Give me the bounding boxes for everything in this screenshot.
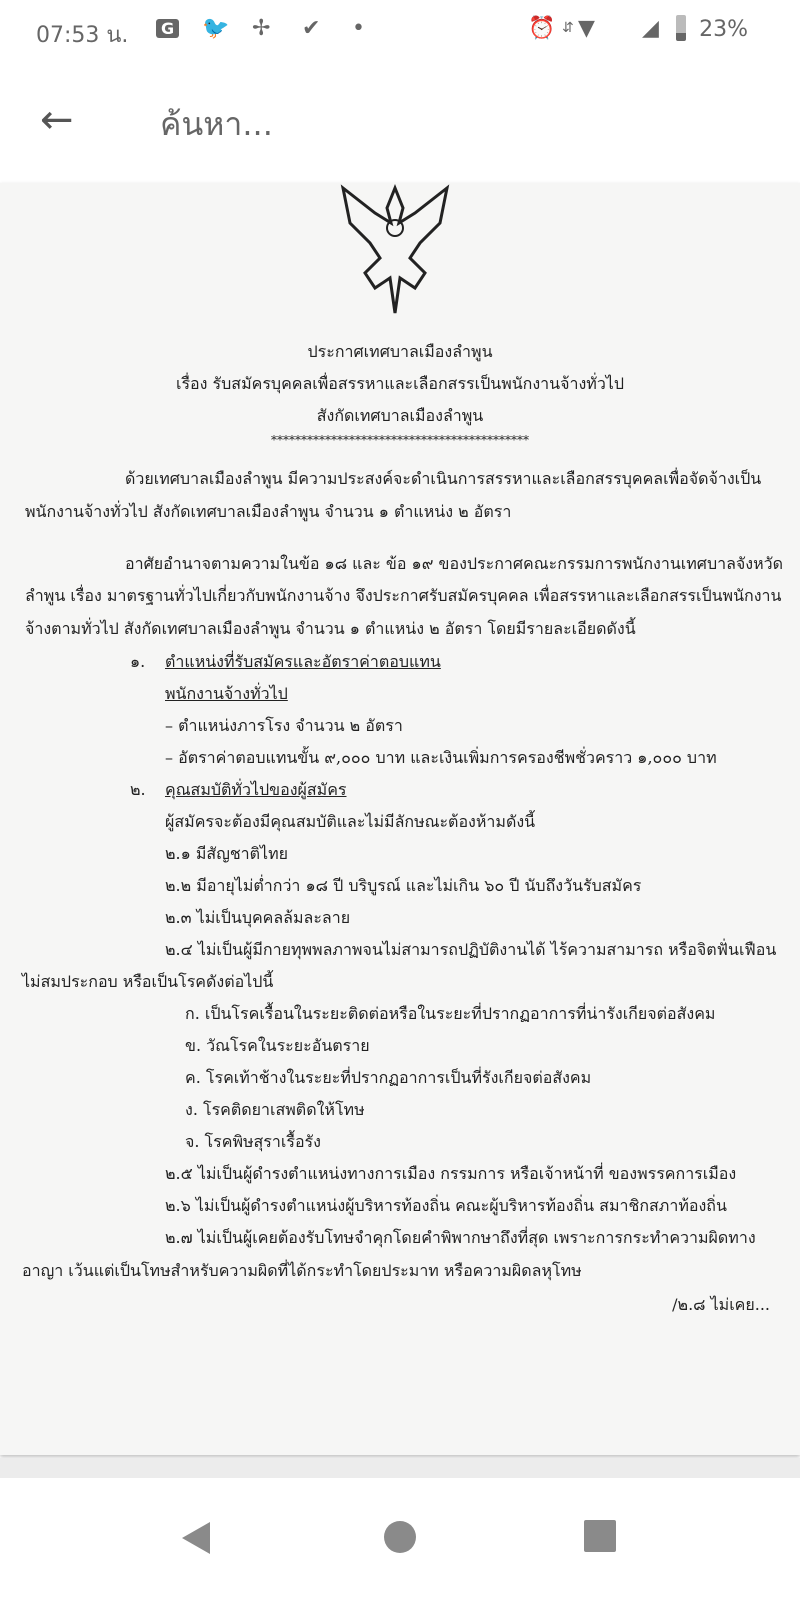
disease-item: ข. วัณโรคในระยะอันตราย — [185, 1036, 370, 1055]
section-heading: คุณสมบัติทั่วไปของผู้สมัคร — [165, 780, 347, 799]
app-bar — [0, 60, 800, 182]
arrow-left-icon[interactable]: ← — [40, 97, 74, 143]
alarm-icon: ⏰ — [528, 16, 556, 41]
page-continuation: /๒.๘ ไม่เคย... — [672, 1295, 770, 1314]
list-item: ๒.๖ ไม่เป็นผู้ดำรงตำแหน่งผู้บริหารท้องถิ่น คณะผู้บริหารท้องถิ่น สมาชิกสภาท้องถิ่น — [165, 1196, 727, 1215]
home-circle-icon[interactable] — [383, 1520, 417, 1554]
list-item: ๒.๔ ไม่เป็นผู้มีกายทุพพลภาพจนไม่สามารถปฏิบัติงานได้ ไร้ความสามารถ หรือจิตฟั่นเฟือน — [165, 940, 777, 959]
para-line: พนักงานจ้างทั่วไป สังกัดเทศบาลเมืองลำพูน จำนวน ๑ ตำแหน่ง ๒ อัตรา — [25, 502, 512, 521]
pinwheel-icon: ✢ — [252, 16, 271, 41]
nav-bar — [0, 1478, 800, 1600]
battery-icon — [676, 15, 686, 41]
title-line: เรื่อง รับสมัครบุคคลเพื่อสรรหาและเลือกสรรเป็นพนักงานจ้างทั่วไป — [175, 374, 624, 393]
section-subheading: พนักงานจ้างทั่วไป — [165, 684, 288, 703]
next-page-gap — [0, 1458, 800, 1478]
signal-icon: ◢ — [642, 16, 659, 41]
section-number: ๒. — [130, 780, 146, 799]
disease-item: ก. เป็นโรคเรื้อนในระยะติดต่อหรือในระยะที่ปรากฏอาการที่น่ารังเกียจต่อสังคม — [185, 1004, 716, 1023]
task-check-icon: ✔ — [302, 16, 321, 41]
para-line: ด้วยเทศบาลเมืองลำพูน มีความประสงค์จะดำเนินการสรรหาและเลือกสรรบุคคลเพื่อจัดจ้างเป็น — [125, 469, 762, 488]
section-heading: ตำแหน่งที่รับสมัครและอัตราค่าตอบแทน — [165, 652, 441, 671]
list-item-cont: อาญา เว้นแต่เป็นโทษสำหรับความผิดที่ได้กระทำโดยประมาท หรือความผิดลหุโทษ — [22, 1261, 582, 1280]
para-line: ลำพูน เรื่อง มาตรฐานทั่วไปเกี่ยวกับพนักงานจ้าง จึงประกาศรับสมัครบุคคล เพื่อสรรหาและเลือกสรรเป็นพนักงาน — [25, 586, 782, 605]
status-bar — [0, 0, 800, 60]
wifi-icon: ▼ — [578, 16, 595, 41]
disease-item: ค. โรคเท้าช้างในระยะที่ปรากฏอาการเป็นที่รังเกียจต่อสังคม — [185, 1068, 592, 1087]
dot-icon: • — [352, 16, 365, 41]
google-news-icon: G — [156, 19, 179, 38]
list-item: ๒.๕ ไม่เป็นผู้ดำรงตำแหน่งทางการเมือง กรรมการ หรือเจ้าหน้าที่ ของพรรคการเมือง — [165, 1164, 737, 1183]
list-item: – ตำแหน่งภารโรง จำนวน ๒ อัตรา — [165, 716, 403, 735]
twitter-icon: 🐦 — [202, 16, 230, 41]
battery-percent: 23% — [699, 17, 748, 42]
garuda-emblem — [335, 183, 455, 318]
disease-item: ง. โรคติดยาเสพติดให้โทษ — [185, 1100, 365, 1119]
search-input[interactable] — [158, 104, 722, 144]
section-intro: ผู้สมัครจะต้องมีคุณสมบัติและไม่มีลักษณะต้องห้ามดังนี้ — [165, 812, 536, 831]
list-item: ๒.๑ มีสัญชาติไทย — [165, 844, 289, 863]
list-item-cont: ไม่สมประกอบ หรือเป็นโรคดังต่อไปนี้ — [22, 972, 274, 991]
data-arrows-icon: ⇵ — [562, 20, 574, 36]
title-separator: ******************************************* — [271, 433, 529, 447]
status-time: 07:53 น. — [36, 23, 129, 48]
para-line: จ้างตามทั่วไป สังกัดเทศบาลเมืองลำพูน จำนวน ๑ ตำแหน่ง ๒ อัตรา โดยมีรายละเอียดดังนี้ — [25, 619, 636, 638]
list-item: ๒.๓ ไม่เป็นบุคคลล้มละลาย — [165, 908, 351, 927]
title-line: ประกาศเทศบาลเมืองลำพูน — [307, 342, 493, 361]
document-page — [0, 183, 800, 1455]
disease-item: จ. โรคพิษสุราเรื้อรัง — [185, 1132, 321, 1151]
para-line: อาศัยอำนาจตามความในข้อ ๑๘ และ ข้อ ๑๙ ของประกาศคณะกรรมการพนักงานเทศบาลจังหวัด — [125, 554, 784, 573]
recents-square-icon[interactable] — [584, 1520, 616, 1552]
title-line: สังกัดเทศบาลเมืองลำพูน — [316, 406, 484, 425]
section-number: ๑. — [130, 652, 146, 671]
list-item: – อัตราค่าตอบแทนขั้น ๙,๐๐๐ บาท และเงินเพิ่มการครองชีพชั่วคราว ๑,๐๐๐ บาท — [165, 748, 717, 767]
list-item: ๒.๗ ไม่เป็นผู้เคยต้องรับโทษจำคุกโดยคำพิพากษาถึงที่สุด เพราะการกระทำความผิดทาง — [165, 1228, 756, 1247]
back-triangle-icon[interactable] — [180, 1520, 212, 1556]
list-item: ๒.๒ มีอายุไม่ต่ำกว่า ๑๘ ปี บริบูรณ์ และไม่เกิน ๖๐ ปี นับถึงวันรับสมัคร — [165, 876, 642, 895]
